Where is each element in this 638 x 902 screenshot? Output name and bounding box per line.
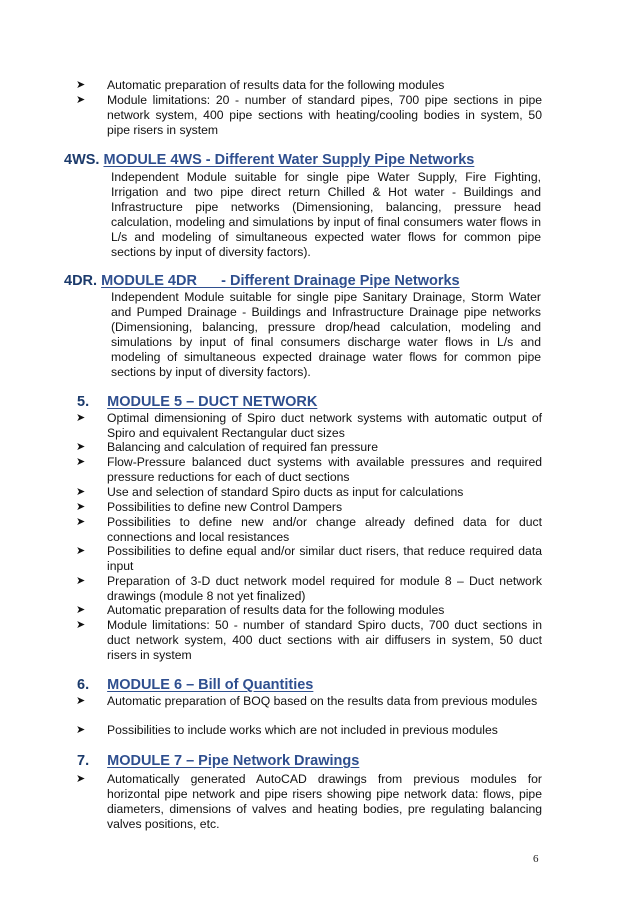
bullet-text: Use and selection of standard Spiro ducts as input for calculations <box>107 485 464 499</box>
module-6-number: 6. <box>77 677 90 693</box>
list-item <box>76 440 542 455</box>
module-5-number: 5. <box>77 394 90 410</box>
module-4ws-number: 4WS. <box>64 152 100 168</box>
arrowhead-bullet-icon: ➤ <box>76 516 86 528</box>
list-item <box>76 544 542 574</box>
list-item <box>76 723 542 738</box>
bullet-text: Automatically generated AutoCAD drawings from previous modules for horizontal pipe network and pipe risers showing pipe network data: flows, pipe diameters, dimensions of valves and heating bodies, pre regulating balancing valves positions, etc. <box>107 772 542 831</box>
bullet-text: Possibilities to define new Control Dampers <box>107 500 343 514</box>
module-6-title: MODULE 6 – Bill of Quantities <box>107 677 314 693</box>
bullet-text: Automatic preparation of results data for the following modules <box>107 603 445 617</box>
list-item <box>76 574 542 604</box>
arrowhead-bullet-icon: ➤ <box>76 441 86 453</box>
arrowhead-bullet-icon: ➤ <box>76 501 86 513</box>
list-item <box>76 694 542 709</box>
module-7-number: 7. <box>77 753 90 769</box>
bullet-text: Balancing and calculation of required fan pressure <box>107 440 379 454</box>
bullet-text: Preparation of 3-D duct network model required for module 8 – Duct network drawings (module 8 not yet finalized) <box>107 574 542 603</box>
arrowhead-bullet-icon: ➤ <box>76 724 86 736</box>
list-item <box>76 603 542 618</box>
module-4ws-title: MODULE 4WS - Different Water Supply Pipe Networks <box>103 152 475 168</box>
list-item <box>76 772 542 832</box>
arrowhead-bullet-icon: ➤ <box>76 575 86 587</box>
bullet-text: Possibilities to define equal and/or similar duct risers, that reduce required data input <box>107 544 542 573</box>
bullet-text: Module limitations: 20 - number of standard pipes, 700 pipe sections in pipe network system, 400 pipe sections with heating/cooling bodies in system, 50 pipe risers in system <box>107 93 542 137</box>
arrowhead-bullet-icon: ➤ <box>76 94 86 106</box>
arrowhead-bullet-icon: ➤ <box>76 412 86 424</box>
bullet-text: Automatic preparation of results data for the following modules <box>107 78 445 92</box>
list-item <box>76 618 542 663</box>
bullet-text: Possibilities to include works which are not included in previous modules <box>107 723 498 737</box>
module-4dr-title: MODULE 4DR - Different Drainage Pipe Networks <box>101 273 460 289</box>
list-item <box>76 515 542 545</box>
module-4ws-heading <box>64 151 474 169</box>
module-7-title: MODULE 7 – Pipe Network Drawings <box>107 753 360 769</box>
module-6-heading <box>77 676 313 694</box>
arrowhead-bullet-icon: ➤ <box>76 695 86 707</box>
list-item <box>76 78 542 93</box>
module-4dr-description: Independent Module suitable for single pipe Sanitary Drainage, Storm Water and Pumped Drainage - Buildings and Infrastructure Drainage pipe networks (Dimensioning, balancing, pressure drop/head calculation, modeling and simulations by input of final consumers discharge water flows in L/s and modeling of simultaneous expected drainage water flows for common pipe sections by input of diversity factors). <box>111 290 541 379</box>
bullet-text: Possibilities to define new and/or change already defined data for duct connections and local resistances <box>107 515 542 544</box>
list-item <box>76 411 542 441</box>
module-4dr-heading <box>64 272 460 290</box>
bullet-text: Optimal dimensioning of Spiro duct network systems with automatic output of Spiro and equivalent Rectangular duct sizes <box>107 411 542 440</box>
module-7-heading <box>77 752 359 770</box>
arrowhead-bullet-icon: ➤ <box>76 604 86 616</box>
arrowhead-bullet-icon: ➤ <box>76 486 86 498</box>
module-5-title: MODULE 5 – DUCT NETWORK <box>107 394 318 410</box>
arrowhead-bullet-icon: ➤ <box>76 456 86 468</box>
bullet-text: Module limitations: 50 - number of standard Spiro ducts, 700 duct sections in duct network system, 400 duct sections with air diffusers in system, 50 duct risers in system <box>107 618 542 662</box>
list-item <box>76 93 542 138</box>
arrowhead-bullet-icon: ➤ <box>76 619 86 631</box>
module-5-heading <box>77 393 317 411</box>
arrowhead-bullet-icon: ➤ <box>76 545 86 557</box>
bullet-text: Automatic preparation of BOQ based on the results data from previous modules <box>107 694 538 708</box>
list-item <box>76 500 542 515</box>
arrowhead-bullet-icon: ➤ <box>76 79 86 91</box>
bullet-text: Flow-Pressure balanced duct systems with available pressures and required pressure reductions for each of duct sections <box>107 455 542 484</box>
list-item <box>76 485 542 500</box>
module-4dr-number: 4DR. <box>64 273 98 289</box>
list-item <box>76 455 542 485</box>
arrowhead-bullet-icon: ➤ <box>76 773 86 785</box>
module-4ws-description: Independent Module suitable for single pipe Water Supply, Fire Fighting, Irrigation and two pipe direct return Chilled & Hot water - Buildings and Infrastructure pipe networks (Dimensioning, balancing, pressure head calculation, modeling and simulations by input of final consumers water flows in L/s and modeling of simultaneous expected water flows for common pipe sections by input of diversity factors). <box>111 170 541 259</box>
page-number: 6 <box>533 853 539 865</box>
